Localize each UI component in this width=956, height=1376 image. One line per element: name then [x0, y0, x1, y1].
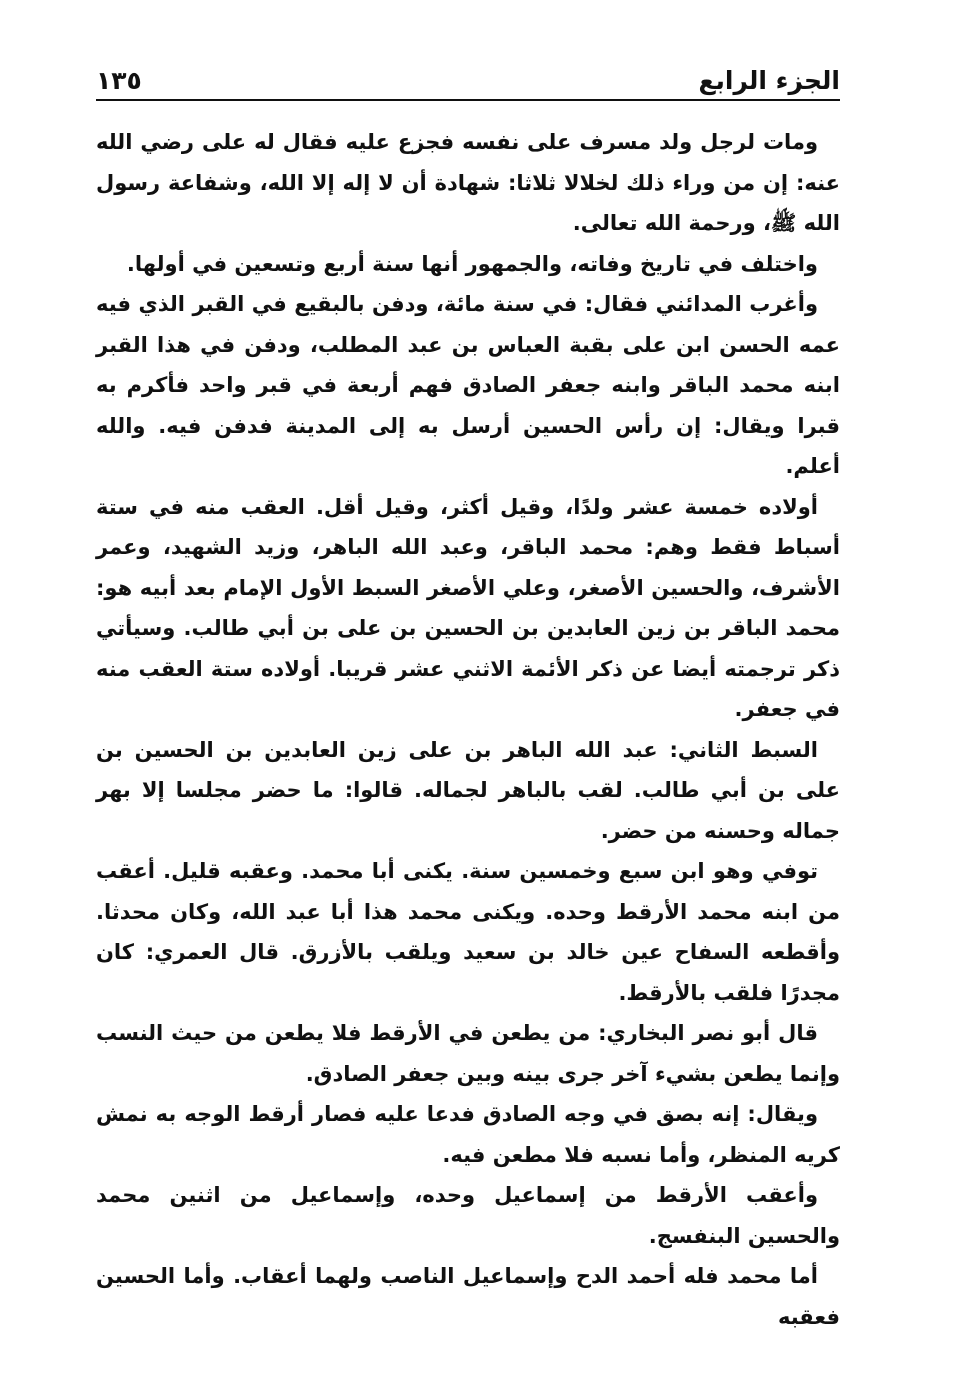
page-number: ١٣٥	[96, 66, 142, 95]
paragraph: توفي وهو ابن سبع وخمسين سنة. يكنى أبا محمد. وعقبه قليل. أعقب من ابنه محمد الأرقط وحده. ويكنى محمد هذا أبا عبد الله، وكان محدثا. وأقطعه السفاح عين خالد بن سعيد ويلقب بالأزرق. قال العمري: كان مجدرًا فلقب بالأرقط.	[96, 859, 840, 1005]
paragraph: قال أبو نصر البخاري: من يطعن في الأرقط فلا يطعن من حيث النسب وإنما يطعن بشيء آخر جرى بينه وبين جعفر الصادق.	[96, 1021, 840, 1086]
paragraph: ومات لرجل ولد مسرف على نفسه فجزع عليه فقال له على رضي الله عنه: إن من وراء ذلك لخلالا ثلاثا: شهادة أن لا إله إلا الله، وشفاعة رسول الله ﷺ، ورحمة الله تعالى.	[96, 130, 840, 235]
paragraph: وأعقب الأرقط من إسماعيل وحده، وإسماعيل من اثنين محمد والحسين البنفسج.	[96, 1183, 840, 1248]
paragraph: ويقال: إنه بصق في وجه الصادق فدعا عليه فصار أرقط الوجه به نمش كريه المنظر، وأما نسبه فلا مطعن فيه.	[96, 1102, 840, 1167]
paragraph: السبط الثاني: عبد الله الباهر بن على زين العابدين بن الحسين بن على بن أبي طالب. لقب بالباهر لجماله. قالوا: ما حضر مجلسا إلا بهر جماله وحسنه من حضر.	[96, 737, 840, 843]
header-rule	[96, 99, 840, 101]
paragraph: أولاده خمسة عشر ولدًا، وقيل أكثر، وقيل أقل. العقب منه في ستة أسباط فقط وهم: محمد الباقر، وعبد الله الباهر، وزيد الشهيد، وعمر الأشرف، والحسين الأصغر، وعلي الأصغر السبط الأول الإمام بعد أبيه هو: محمد الباقر بن زين العابدين بن الحسين بن على بن أبي طالب. وسيأتي ذكر ترجمته أيضا عن ذكر الأئمة الاثني عشر قريبا. أولاده ستة العقب منه في جعفر.	[96, 494, 840, 721]
page-header	[96, 56, 840, 96]
running-title: الجزء الرابع	[698, 66, 840, 95]
body-text	[96, 122, 840, 1337]
paragraph: واختلف في تاريخ وفاته، والجمهور أنها سنة أربع وتسعين في أولها.	[126, 251, 818, 276]
paragraph: أما محمد فله أحمد الدح وإسماعيل الناصب ولهما أعقاب. وأما الحسين فعقبه	[96, 1264, 840, 1329]
paragraph: وأغرب المدائني فقال: في سنة مائة، ودفن بالبقيع في القبر الذي فيه عمه الحسن ابن على بقبة العباس بن عبد المطلب، ودفن في هذا القبر ابنه محمد الباقر وابنه جعفر الصادق فهم أربعة في قبر واحد فأكرم به قبرا ويقال: إن رأس الحسين أرسل به إلى المدينة فدفن فيه. والله أعلم.	[96, 292, 840, 478]
